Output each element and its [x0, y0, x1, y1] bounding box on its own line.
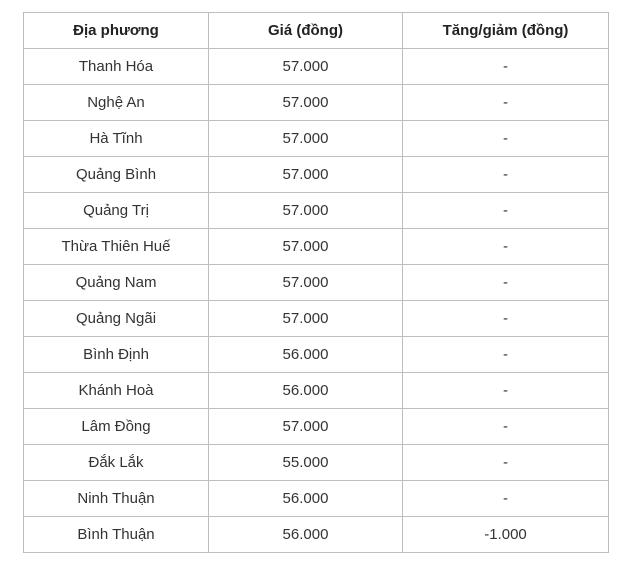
cell-price: 56.000	[209, 373, 403, 409]
cell-region: Đắk Lắk	[24, 445, 209, 481]
cell-region: Bình Định	[24, 337, 209, 373]
cell-change: -	[403, 85, 609, 121]
table-row	[24, 445, 609, 481]
cell-region: Hà Tĩnh	[24, 121, 209, 157]
table-row	[24, 373, 609, 409]
table-row	[24, 337, 609, 373]
cell-price: 55.000	[209, 445, 403, 481]
cell-region: Thanh Hóa	[24, 49, 209, 85]
cell-price: 56.000	[209, 517, 403, 553]
cell-region: Quảng Trị	[24, 193, 209, 229]
cell-region: Thừa Thiên Huế	[24, 229, 209, 265]
cell-change: -	[403, 481, 609, 517]
cell-change: -	[403, 409, 609, 445]
cell-price: 57.000	[209, 49, 403, 85]
cell-price: 57.000	[209, 301, 403, 337]
cell-region: Quảng Nam	[24, 265, 209, 301]
cell-price: 57.000	[209, 229, 403, 265]
table-row	[24, 193, 609, 229]
cell-region: Quảng Bình	[24, 157, 209, 193]
cell-price: 56.000	[209, 337, 403, 373]
cell-change: -	[403, 229, 609, 265]
table-row	[24, 517, 609, 553]
table-header-row	[24, 13, 609, 49]
table-row	[24, 301, 609, 337]
cell-change: -	[403, 265, 609, 301]
table-row	[24, 85, 609, 121]
cell-price: 57.000	[209, 121, 403, 157]
cell-region: Nghệ An	[24, 85, 209, 121]
header-region: Địa phương	[24, 13, 209, 49]
cell-price: 57.000	[209, 265, 403, 301]
cell-region: Quảng Ngãi	[24, 301, 209, 337]
table-row	[24, 481, 609, 517]
cell-region: Khánh Hoà	[24, 373, 209, 409]
cell-price: 57.000	[209, 409, 403, 445]
header-change: Tăng/giảm (đồng)	[403, 13, 609, 49]
cell-change: -	[403, 301, 609, 337]
table-row	[24, 265, 609, 301]
cell-price: 56.000	[209, 481, 403, 517]
cell-region: Lâm Đồng	[24, 409, 209, 445]
cell-change: -	[403, 337, 609, 373]
table-row	[24, 409, 609, 445]
table-row	[24, 49, 609, 85]
cell-change: -	[403, 193, 609, 229]
cell-region: Ninh Thuận	[24, 481, 209, 517]
price-table	[23, 12, 609, 553]
cell-change: -1.000	[403, 517, 609, 553]
cell-change: -	[403, 445, 609, 481]
table-row	[24, 121, 609, 157]
cell-region: Bình Thuận	[24, 517, 209, 553]
table-row	[24, 157, 609, 193]
cell-price: 57.000	[209, 193, 403, 229]
cell-change: -	[403, 157, 609, 193]
cell-change: -	[403, 49, 609, 85]
cell-change: -	[403, 373, 609, 409]
header-price: Giá (đồng)	[209, 13, 403, 49]
cell-price: 57.000	[209, 85, 403, 121]
cell-price: 57.000	[209, 157, 403, 193]
cell-change: -	[403, 121, 609, 157]
table-row	[24, 229, 609, 265]
